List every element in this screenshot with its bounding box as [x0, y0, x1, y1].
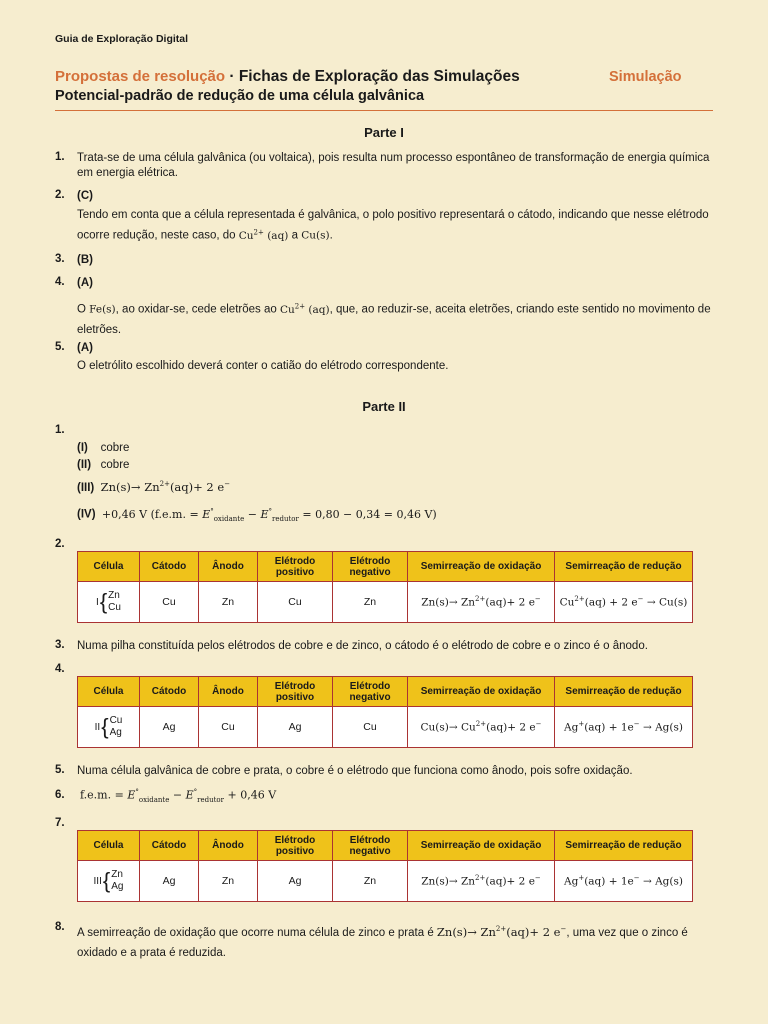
table-cu-ag [77, 676, 693, 748]
p2-q1-iv [77, 507, 437, 523]
p2-q6-number: 6. [55, 789, 65, 801]
th-catodo: Cátodo [140, 552, 199, 582]
cu2-aq-formula: $Cu^{2+}$ (aq) [238, 228, 289, 242]
table-zn-ag [77, 830, 693, 902]
p2-q7-number: 7. [55, 817, 65, 829]
th-reducao: Semirreação de redução [555, 831, 693, 861]
p1-q4-text-c: , que, ao reduzir-se, aceita eletrões, criando este sentido no movimento de eletrões. [77, 303, 711, 336]
p1-q2-answer: (C) [77, 190, 93, 202]
cell-catodo: Ag [140, 861, 199, 902]
p1-q4-text-a: O [77, 303, 90, 316]
cell-celula: III { Zn Ag [78, 861, 140, 902]
p1-q1-text: Trata-se de uma célula galvânica (ou voltaica), pois resulta num processo espontâneo de transformação de energia química em energia elétrica. [77, 152, 710, 179]
cell-reducao: Ag+(aq) + 1e− → Ag(s) [555, 707, 693, 748]
fem-eq-2: f.e.m. = $E^\circ_{oxidante} - E^\circ_{redutor} + 0,46$ V [80, 788, 277, 804]
table-row [78, 707, 693, 748]
p2-q2-number: 2. [55, 538, 65, 550]
cell-oxidacao: $Zn(s)\to Zn^{2+}(aq)+ 2$ e− [408, 582, 555, 623]
p2-q1-number: 1. [55, 424, 65, 436]
p1-q4-answer: (A) [77, 277, 93, 289]
cell-roman: III [93, 875, 102, 887]
th-anodo: Ânodo [199, 831, 258, 861]
cell-celula: II { Cu Ag [78, 707, 140, 748]
zn-oxidation-eq-2: $Zn(s)\to Zn^{2+}(aq)+ 2$ e− [436, 924, 567, 939]
cell-roman: II [94, 721, 101, 733]
page-title: Potencial-padrão de redução de uma célula galvânica [55, 88, 425, 104]
cell-catodo: Cu [140, 582, 199, 623]
th-reducao: Semirreação de redução [555, 677, 693, 707]
th-negativo: Elétrodo negativo [333, 552, 408, 582]
th-celula: Célula [78, 677, 140, 707]
header-rule [55, 110, 713, 111]
simulation-label: Simulação [609, 69, 682, 85]
cell-roman: I [96, 596, 99, 608]
table-zn-cu [77, 551, 693, 623]
cell-anodo: Zn [199, 582, 258, 623]
p2-q5-text: Numa célula galvânica de cobre e prata, o cobre é o elétrodo que funciona como ânodo, pois sofre oxidação. [77, 765, 633, 777]
ii-label: (II) [77, 459, 92, 471]
separator: · [225, 68, 239, 85]
th-negativo: Elétrodo negativo [333, 677, 408, 707]
p1-q2-text [77, 207, 717, 245]
p2-q5-number: 5. [55, 764, 65, 776]
zn-oxidation-eq: $Zn(s)\to Zn^{2+}(aq)+ 2$ e− [100, 480, 231, 494]
cell-celula: I { Zn Cu [78, 582, 140, 623]
cell-positivo: Cu [258, 582, 333, 623]
p1-q2-text-a: Tendo em conta que a célula representada é galvânica, o polo positivo representará o cátodo, indicando que nesse elétrodo ocorre redução, neste caso, do [77, 209, 709, 242]
p1-q4-text [77, 296, 717, 340]
cu2-aq-formula-2: $Cu^{2+}$ (aq) [279, 302, 330, 316]
p2-q1-i [77, 442, 129, 454]
p2-q8-text-a: A semirreação de oxidação que ocorre numa célula de zinco e prata é [77, 926, 437, 939]
th-positivo: Elétrodo positivo [258, 677, 333, 707]
p1-q3-answer: (B) [77, 254, 93, 266]
iii-label: (III) [77, 482, 95, 494]
cell-bottom: Cu [108, 602, 121, 613]
table-row [78, 582, 693, 623]
sheets-label: Fichas de Exploração das Simulações [238, 68, 520, 85]
iv-label: (IV) [77, 508, 96, 521]
p1-q3-number: 3. [55, 253, 65, 265]
table-header-row [78, 552, 693, 582]
cell-bottom: Ag [111, 881, 124, 892]
th-celula: Célula [78, 831, 140, 861]
th-catodo: Cátodo [140, 831, 199, 861]
table-header-row [78, 677, 693, 707]
i-label: (I) [77, 442, 88, 454]
guide-title: Guia de Exploração Digital [55, 33, 189, 45]
ii-text: cobre [100, 459, 130, 471]
p1-q2-text-b: a [288, 229, 302, 242]
cell-positivo: Ag [258, 707, 333, 748]
cell-negativo: Cu [333, 707, 408, 748]
cell-reducao: $Cu^{2+}(aq) + 2$ e− → Cu(s) [555, 582, 693, 623]
p1-q5-answer: (A) [77, 342, 93, 354]
p2-q3-number: 3. [55, 639, 65, 651]
cell-top: Cu [109, 715, 123, 726]
p2-q8-text-b: , uma vez que o zinco é oxidado e a prata é reduzida. [77, 926, 688, 959]
cell-catodo: Ag [140, 707, 199, 748]
th-positivo: Elétrodo positivo [258, 831, 333, 861]
cell-positivo: Ag [258, 861, 333, 902]
cell-oxidacao: $Zn(s)\to Zn^{2+}(aq)+ 2$ e− [408, 861, 555, 902]
cell-anodo: Zn [199, 861, 258, 902]
cell-top: Zn [108, 590, 120, 601]
table-header-row [78, 831, 693, 861]
fem-eq-1: +0,46 V (f.e.m. = $E^\circ_{oxidante} - E^\circ_{redutor} = 0,80 - 0,34 = 0,46$ V) [101, 507, 437, 523]
p2-q1-iii [77, 480, 230, 494]
th-oxidacao: Semirreação de oxidação [408, 677, 555, 707]
p1-q2-number: 2. [55, 189, 65, 201]
th-reducao: Semirreação de redução [555, 552, 693, 582]
cell-reducao: Ag+(aq) + 1e− → Ag(s) [555, 861, 693, 902]
p1-q5-number: 5. [55, 341, 65, 353]
p2-q8-text [77, 919, 717, 963]
part2-title: Parte II [362, 399, 406, 414]
table-row [78, 861, 693, 902]
i-text: cobre [100, 442, 130, 454]
cell-anodo: Cu [199, 707, 258, 748]
p1-q5-text: O eletrólito escolhido deverá conter o catião do elétrodo correspondente. [77, 360, 449, 372]
th-negativo: Elétrodo negativo [333, 831, 408, 861]
cell-negativo: Zn [333, 582, 408, 623]
p2-q8-number: 8. [55, 921, 65, 933]
part1-title: Parte I [364, 125, 404, 140]
header-line [55, 68, 520, 86]
p2-q1-ii [77, 459, 129, 471]
th-anodo: Ânodo [199, 677, 258, 707]
proposals-label: Propostas de resolução [55, 68, 226, 85]
th-catodo: Cátodo [140, 677, 199, 707]
cu-s-formula: Cu(s) [301, 229, 330, 242]
p1-q2-text-c: . [329, 229, 333, 242]
cell-top: Zn [111, 869, 123, 880]
th-oxidacao: Semirreação de oxidação [408, 552, 555, 582]
p1-q4-number: 4. [55, 276, 65, 288]
th-positivo: Elétrodo positivo [258, 552, 333, 582]
cell-oxidacao: $Cu(s)\to Cu^{2+}(aq)+ 2$ e− [408, 707, 555, 748]
p1-q1-number: 1. [55, 151, 65, 163]
p2-q3-text: Numa pilha constituída pelos elétrodos de cobre e de zinco, o cátodo é o elétrodo de cobre e o zinco é o ânodo. [77, 640, 648, 652]
cell-bottom: Ag [109, 727, 122, 738]
cell-negativo: Zn [333, 861, 408, 902]
p1-q4-text-b: , ao oxidar-se, cede eletrões ao [115, 303, 280, 316]
th-celula: Célula [78, 552, 140, 582]
fe-s-formula: Fe(s) [89, 303, 116, 316]
p2-q4-number: 4. [55, 663, 65, 675]
th-oxidacao: Semirreação de oxidação [408, 831, 555, 861]
th-anodo: Ânodo [199, 552, 258, 582]
